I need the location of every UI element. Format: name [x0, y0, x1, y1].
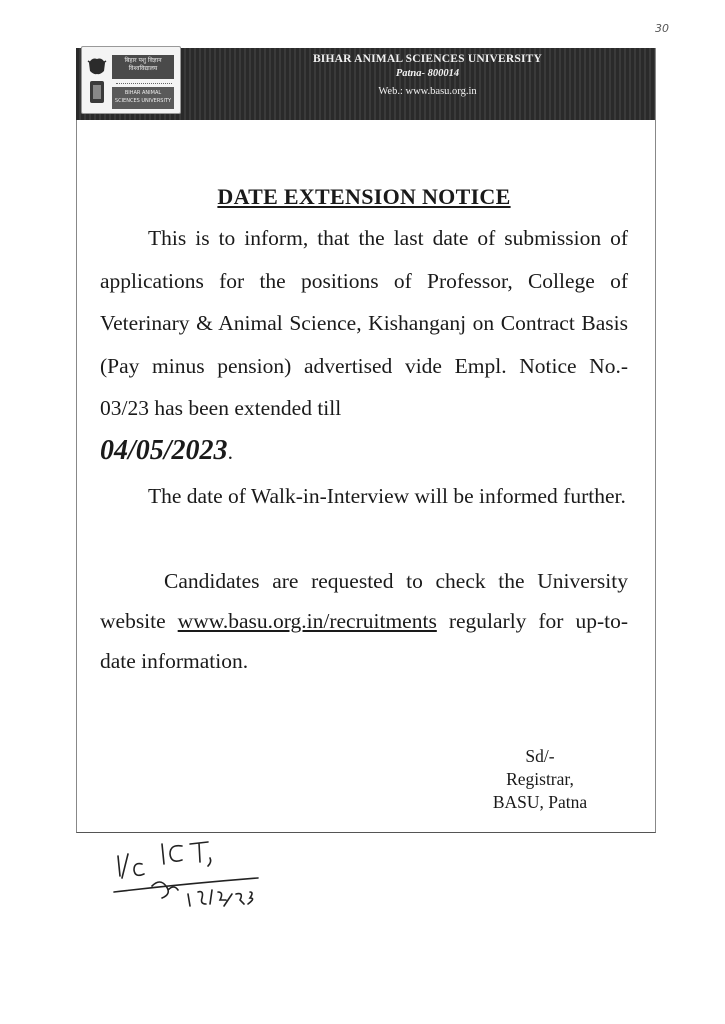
date-suffix: . — [227, 439, 233, 464]
update-text: regularly for up-to-date information. — [100, 609, 628, 673]
university-address: Patna- 800014 — [395, 68, 460, 79]
signature-designation: Registrar, — [506, 769, 574, 789]
recruitments-link[interactable]: www.basu.org.in/recruitments — [177, 609, 437, 633]
extended-date: 04/05/2023 — [100, 434, 228, 466]
interview-text: The date of Walk-in-Interview will be informed further. — [148, 484, 626, 508]
notice-paragraph-3 — [100, 561, 628, 681]
signature-sd: Sd/- — [525, 746, 555, 766]
notice-body-text: This is to inform, that the last date of submission of applications for the positions of Professor, College of Veterinary & Animal Science, Kishanganj on Contract Basis (Pay minus pension) advertised vide Empl. Notice No.- 03/23 has been extended till — [100, 226, 628, 420]
logo-hindi-text: बिहार पशु विज्ञान विश्वविद्यालय — [112, 55, 174, 79]
website-request-text: Candidates are requested to check the University website — [100, 569, 628, 633]
page-number: 30 — [655, 22, 669, 35]
university-website: Web.: www.basu.org.in — [378, 86, 477, 97]
notice-title: DATE EXTENSION NOTICE — [217, 184, 511, 209]
logo-divider — [116, 83, 172, 84]
signature-office: BASU, Patna — [492, 792, 588, 812]
notice-paragraph-2 — [100, 476, 628, 516]
logo-english-text: BIHAR ANIMAL SCIENCES UNIVERSITY — [112, 87, 174, 109]
cow-emblem-icon — [86, 51, 108, 107]
university-name: BIHAR ANIMAL SCIENCES UNIVERSITY — [312, 53, 543, 65]
handwritten-note — [112, 834, 292, 924]
notice-paragraph-1 — [100, 217, 628, 473]
university-logo — [81, 46, 181, 114]
